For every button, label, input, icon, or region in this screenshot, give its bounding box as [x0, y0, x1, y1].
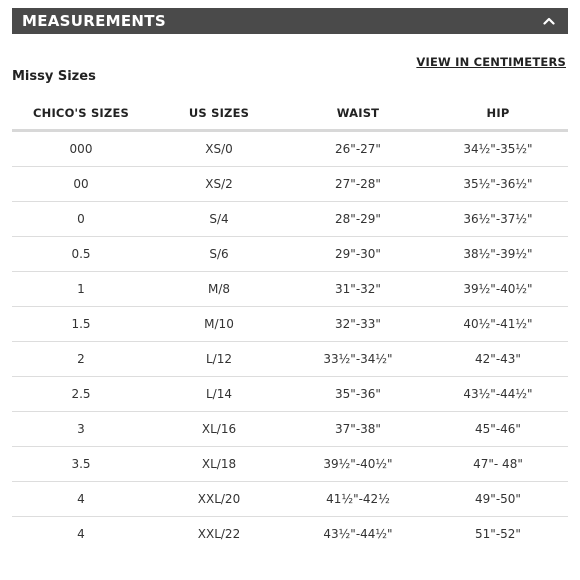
table-cell: L/12	[150, 342, 288, 377]
table-row	[12, 131, 568, 167]
table-cell: 0.5	[12, 237, 150, 272]
table-cell: 3.5	[12, 447, 150, 482]
table-cell: 4	[77, 527, 85, 541]
column-header: CHICO'S SIZES	[12, 96, 150, 131]
table-row	[12, 342, 568, 377]
table-cell: 26"-27"	[288, 131, 428, 167]
table-cell: S/4	[150, 202, 288, 237]
table-cell: 27"-28"	[288, 167, 428, 202]
table-cell: XXL/22	[197, 527, 241, 541]
table-cell: 47"- 48"	[428, 447, 568, 482]
table-cell: 39½"-40½"	[288, 447, 428, 482]
table-cell: XS/0	[150, 131, 288, 167]
table-cell: 51"-52"	[475, 527, 521, 541]
table-row	[12, 447, 568, 482]
table-cell: 42"-43"	[428, 342, 568, 377]
table-cell: 36½"-37½"	[428, 202, 568, 237]
table-cell: 32"-33"	[288, 307, 428, 342]
table-cell: 0	[12, 202, 150, 237]
table-row	[12, 517, 568, 552]
column-header: US SIZES	[150, 96, 288, 131]
table-row	[12, 272, 568, 307]
table-cell: XL/18	[150, 447, 288, 482]
measurements-header[interactable]	[12, 8, 568, 34]
table-cell: 49"-50"	[428, 482, 568, 517]
table-cell: 28"-29"	[288, 202, 428, 237]
section-title: Missy Sizes	[12, 69, 96, 84]
table-cell: 37"-38"	[288, 412, 428, 447]
column-header: HIP	[428, 96, 568, 131]
table-cell: 31"-32"	[288, 272, 428, 307]
table-cell: 4	[12, 482, 150, 517]
table-cell: 35½"-36½"	[428, 167, 568, 202]
column-header: WAIST	[288, 96, 428, 131]
table-cell: M/8	[150, 272, 288, 307]
table-cell: 34½"-35½"	[428, 131, 568, 167]
table-cell: 1	[12, 272, 150, 307]
table-header-row	[12, 96, 568, 131]
table-cell: 45"-46"	[428, 412, 568, 447]
table-row	[12, 202, 568, 237]
table-cell: L/14	[150, 377, 288, 412]
table-cell: 3	[12, 412, 150, 447]
table-cell: 00	[12, 167, 150, 202]
table-cell: 41½"-42½	[288, 482, 428, 517]
table-cell: 43½"-44½"	[323, 527, 393, 541]
table-cell: 38½"-39½"	[428, 237, 568, 272]
chevron-up-icon[interactable]	[542, 14, 556, 28]
table-cell: M/10	[150, 307, 288, 342]
table-cell: XL/16	[150, 412, 288, 447]
table-cell: 39½"-40½"	[428, 272, 568, 307]
table-cell: 43½"-44½"	[428, 377, 568, 412]
table-cell: 40½"-41½"	[428, 307, 568, 342]
table-cell: XS/2	[150, 167, 288, 202]
table-cell: 000	[12, 131, 150, 167]
table-cell: 1.5	[12, 307, 150, 342]
table-cell: 33½"-34½"	[288, 342, 428, 377]
table-row	[12, 307, 568, 342]
table-row	[12, 167, 568, 202]
table-row	[12, 412, 568, 447]
table-row	[12, 377, 568, 412]
table-row	[12, 482, 568, 517]
measurements-title: MEASUREMENTS	[22, 12, 166, 30]
size-chart-table	[12, 96, 568, 551]
view-in-centimeters-link[interactable]: VIEW IN CENTIMETERS	[416, 55, 566, 69]
table-row	[12, 237, 568, 272]
table-cell: S/6	[150, 237, 288, 272]
table-cell: 2	[12, 342, 150, 377]
table-cell: 29"-30"	[288, 237, 428, 272]
table-cell: 35"-36"	[288, 377, 428, 412]
table-cell: XXL/20	[150, 482, 288, 517]
table-cell: 2.5	[12, 377, 150, 412]
